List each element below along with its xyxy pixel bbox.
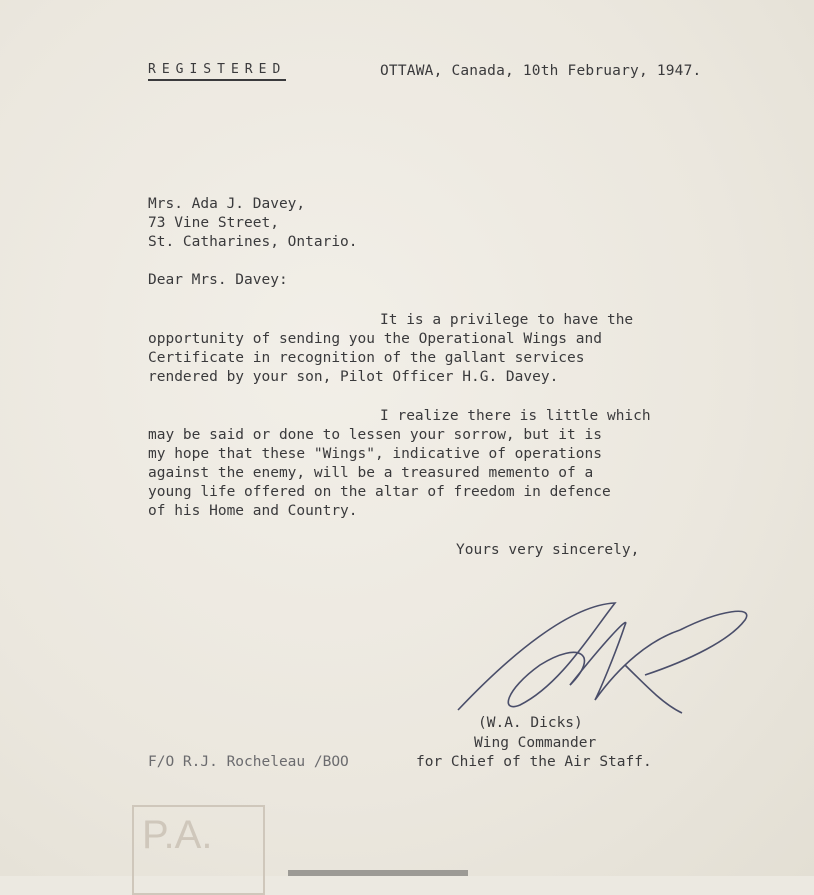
signature-icon	[450, 595, 760, 720]
address-line-3: St. Catharines, Ontario.	[148, 234, 358, 250]
paragraph1-line-3: Certificate in recognition of the gallant services	[148, 350, 585, 366]
paragraph2-line-5: young life offered on the altar of freedom in defence	[148, 484, 611, 500]
paragraph2-line-1: I realize there is little which	[380, 408, 651, 424]
address-line-2: 73 Vine Street,	[148, 215, 279, 231]
paragraph1-line-1: It is a privilege to have the	[380, 312, 634, 328]
binder-tab	[288, 870, 468, 876]
paragraph1-line-2: opportunity of sending you the Operational Wings and	[148, 331, 602, 347]
paragraph2-line-2: may be said or done to lessen your sorrow, but it is	[148, 427, 602, 443]
reference-initials: F/O R.J. Rocheleau /BOO	[148, 754, 349, 770]
address-line-1: Mrs. Ada J. Davey,	[148, 196, 306, 212]
paragraph2-line-4: against the enemy, will be a treasured memento of a	[148, 465, 594, 481]
pa-stamp: P.A.	[132, 805, 265, 895]
signatory-name: (W.A. Dicks)	[478, 715, 583, 731]
signatory-rank: Wing Commander	[474, 735, 597, 751]
dateline: OTTAWA, Canada, 10th February, 1947.	[380, 63, 702, 79]
salutation: Dear Mrs. Davey:	[148, 272, 288, 288]
paragraph2-line-3: my hope that these "Wings", indicative of operations	[148, 446, 602, 462]
closing: Yours very sincerely,	[456, 542, 640, 558]
paragraph2-line-6: of his Home and Country.	[148, 503, 358, 519]
registered-mark: REGISTERED	[148, 62, 286, 81]
paragraph1-line-4: rendered by your son, Pilot Officer H.G. Davey.	[148, 369, 559, 385]
signatory-for: for Chief of the Air Staff.	[416, 754, 652, 770]
